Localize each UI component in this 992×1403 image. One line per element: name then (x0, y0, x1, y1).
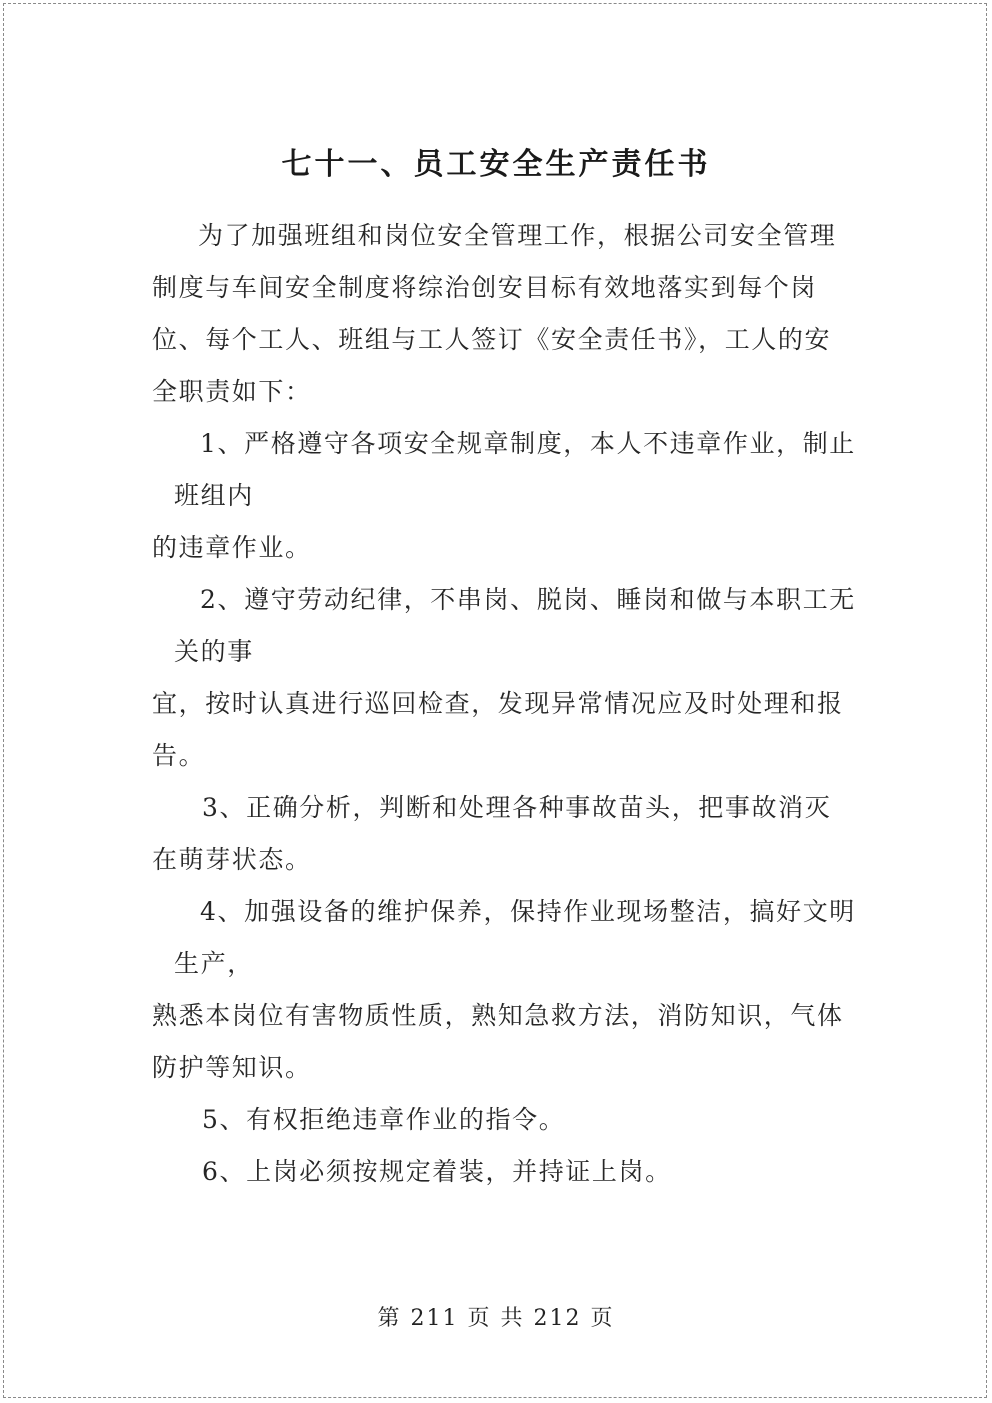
list-item-line: 班组内 (174, 481, 254, 510)
list-item-line: 在萌芽状态。 (152, 845, 312, 874)
list-item-line: 6、上岗必须按规定着装，并持证上岗。 (202, 1157, 672, 1186)
paragraph-line: 位、每个工人、班组与工人签订《安全责任书》，工人的安 (152, 325, 832, 354)
paragraph-line: 为了加强班组和岗位安全管理工作，根据公司安全管理 (198, 221, 837, 250)
list-item-line: 的违章作业。 (152, 533, 312, 562)
list-item-line: 关的事 (174, 637, 254, 666)
list-item-line: 生产， (174, 949, 254, 978)
list-item-line: 1、严格遵守各项安全规章制度，本人不违章作业，制止 (200, 429, 856, 458)
list-item-line: 5、有权拒绝违章作业的指令。 (202, 1105, 566, 1134)
list-item-line: 告。 (152, 741, 206, 770)
paragraph-line: 制度与车间安全制度将综治创安目标有效地落实到每个岗 (152, 273, 818, 302)
list-item-line: 4、加强设备的维护保养，保持作业现场整洁，搞好文明 (200, 897, 856, 926)
page-footer: 第 211 页 共 212 页 (377, 1306, 615, 1331)
list-item-line: 3、正确分析，判断和处理各种事故苗头，把事故消灭 (202, 793, 832, 822)
list-item-line: 熟悉本岗位有害物质性质，熟知急救方法，消防知识，气体 (152, 1001, 844, 1030)
document-title: 七十一、员工安全生产责任书 (281, 147, 711, 182)
list-item-line: 2、遵守劳动纪律，不串岗、脱岗、睡岗和做与本职工无 (200, 585, 856, 614)
paragraph-line: 全职责如下： (152, 377, 312, 406)
list-item-line: 防护等知识。 (152, 1053, 312, 1082)
list-item-line: 宜，按时认真进行巡回检查，发现异常情况应及时处理和报 (152, 689, 844, 718)
